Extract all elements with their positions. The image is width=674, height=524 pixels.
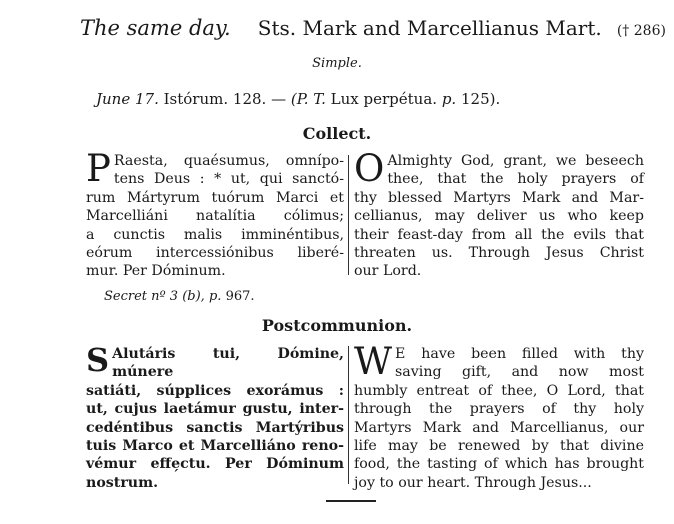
secret-page-number: 967. bbox=[225, 289, 255, 304]
text-line: cellianus, may deliver us who keep bbox=[354, 208, 644, 225]
column-divider bbox=[348, 346, 349, 484]
text-line: thee, that the holy prayers of bbox=[387, 171, 644, 188]
section-end-rule bbox=[326, 500, 376, 502]
text-line: E have been filled with thy bbox=[395, 346, 644, 362]
paschal-time-introit: Lux perpétua. bbox=[330, 90, 438, 108]
introit-ref: Istórum. 128. — bbox=[163, 90, 287, 108]
title-saints: Sts. Mark and Marcellianus Mart. bbox=[257, 16, 602, 40]
text-line: cedéntibus sanctis Martýribus bbox=[86, 419, 344, 436]
text-line: humbly entreat of thee, O Lord, that bbox=[354, 382, 644, 399]
postcommunion-latin-dropcap: S bbox=[86, 341, 110, 379]
postcommunion-english bbox=[354, 340, 644, 492]
text-line: saving gift, and now most bbox=[395, 364, 644, 381]
text-line: food, the tasting of which has brought bbox=[354, 456, 644, 473]
text-line: ut, cujus laetámur gustu, inter- bbox=[86, 401, 344, 418]
text-line: mur. Per Dóminum. bbox=[86, 263, 226, 280]
feast-date: June 17. bbox=[96, 90, 159, 108]
text-line: nostrum. bbox=[86, 474, 159, 491]
text-line: Raesta, quaésumus, omnípo- bbox=[113, 153, 344, 169]
text-line: Alutáris tui, Dómine, múnere bbox=[112, 346, 344, 381]
title-day: The same day. bbox=[80, 16, 231, 40]
text-line: Almighty God, grant, we beseech bbox=[387, 153, 644, 169]
text-line: vémur effe̗ctu. Per Dóminum bbox=[86, 456, 344, 473]
text-line: life may be renewed by that divine bbox=[354, 438, 644, 455]
page-number: 125). bbox=[460, 90, 501, 108]
text-line: joy to our heart. Through Jesus... bbox=[354, 474, 592, 491]
column-divider bbox=[348, 155, 349, 275]
text-line: thy blessed Martyrs Mark and Mar- bbox=[354, 189, 644, 206]
text-line: tuis Marco et Marcelliáno reno- bbox=[86, 438, 344, 455]
postcommunion-heading: Postcommunion. bbox=[261, 316, 413, 335]
page-title bbox=[80, 16, 666, 50]
text-line: our Lord. bbox=[354, 263, 422, 280]
page-label: p. bbox=[441, 90, 457, 108]
text-line: threaten us. Through Jesus Christ bbox=[354, 245, 644, 262]
text-line: eórum intercessiónibus liberé- bbox=[86, 245, 344, 262]
text-line: Martyrs Mark and Marcellianus, our bbox=[354, 419, 644, 436]
text-line: Marcelliáni natalítia cólimus; bbox=[86, 208, 344, 225]
text-line: their feast-day from all the evils that bbox=[354, 226, 644, 243]
text-line: tens Deus : * ut, qui sanctó- bbox=[113, 171, 344, 188]
text-line: a cunctis malis imminéntibus, bbox=[86, 226, 344, 243]
text-line: rum Mártyrum tuórum Marci et bbox=[86, 189, 344, 206]
collect-heading: Collect. bbox=[302, 124, 372, 143]
feast-rank: Simple. bbox=[312, 56, 362, 71]
postcommunion-latin bbox=[86, 341, 344, 492]
secret-no: nº bbox=[151, 289, 166, 304]
text-line: through the prayers of thy holy bbox=[354, 401, 644, 418]
secret-ref bbox=[104, 289, 255, 304]
collect-english bbox=[354, 147, 644, 281]
collect-latin-dropcap: P bbox=[86, 147, 111, 190]
collect-latin bbox=[86, 147, 344, 281]
secret-label: Secret bbox=[104, 289, 148, 304]
collect-english-dropcap: O bbox=[354, 147, 385, 190]
date-line bbox=[96, 90, 656, 108]
postcommunion-english-dropcap: W bbox=[354, 340, 393, 383]
secret-num: 3 (b), bbox=[169, 289, 205, 304]
title-year: († 286) bbox=[616, 23, 666, 39]
paschal-time-label: (P. T. bbox=[290, 90, 326, 108]
secret-page-label: p. bbox=[208, 289, 222, 304]
text-line: satiáti, súpplices exorámus : bbox=[86, 382, 344, 399]
